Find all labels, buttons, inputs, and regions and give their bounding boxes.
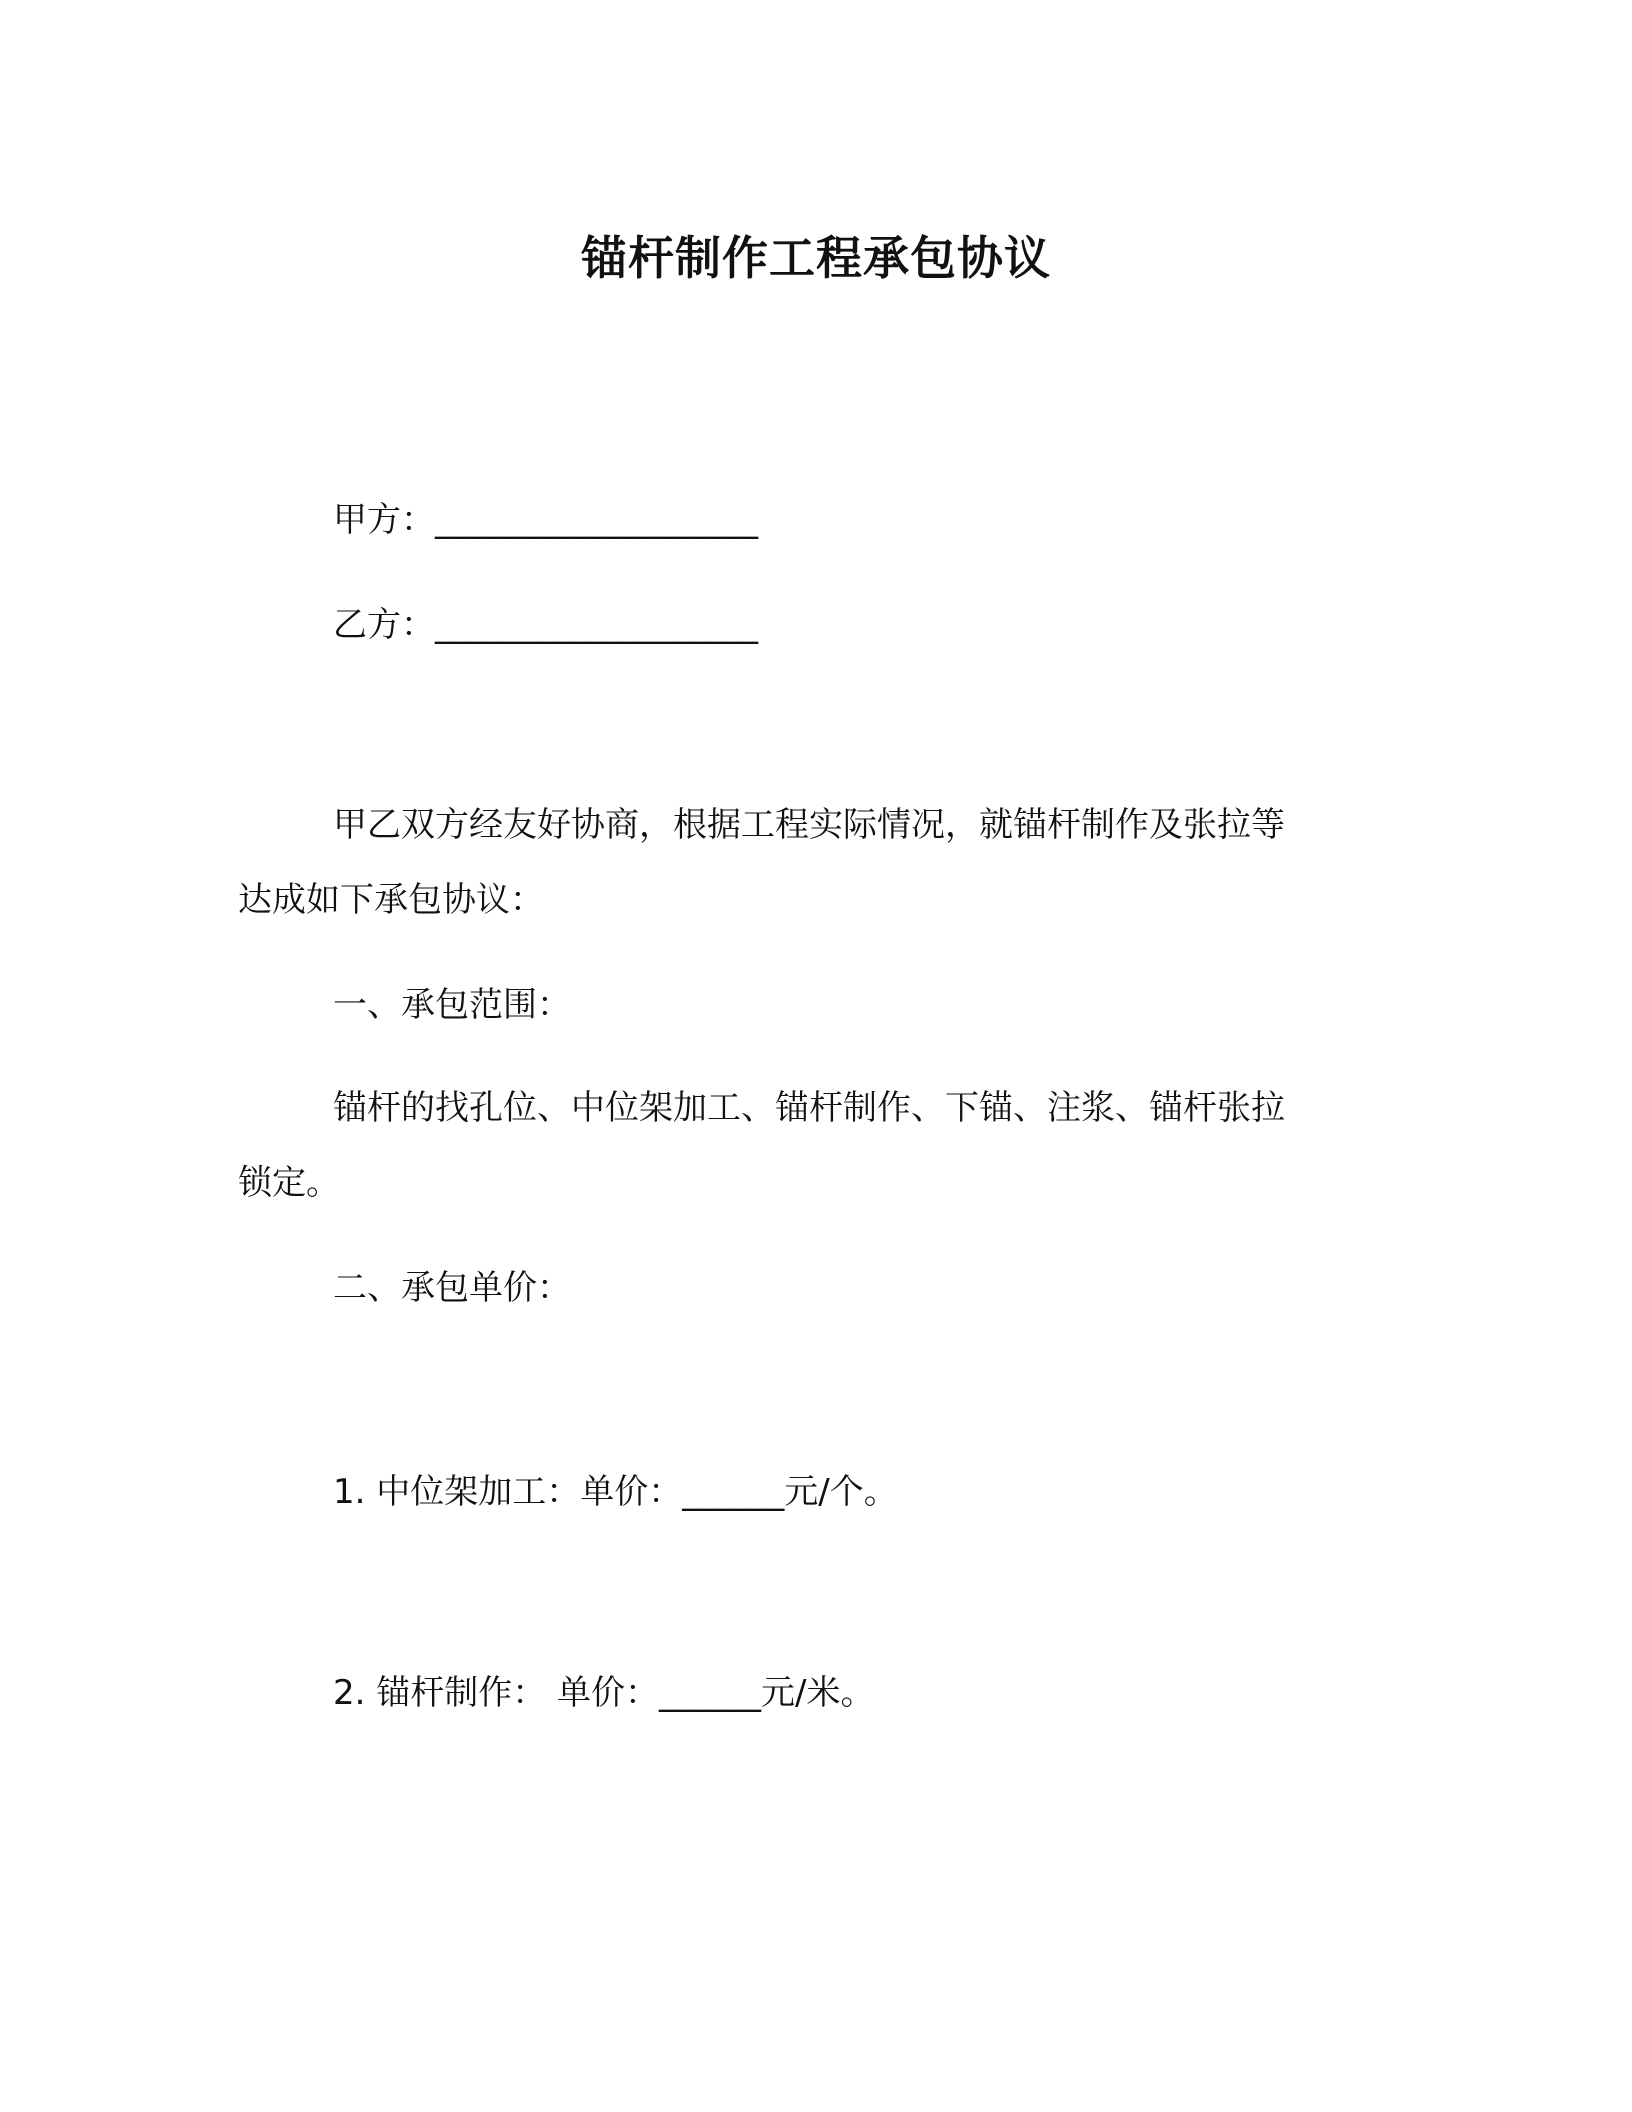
price-item-2: 2. 锚杆制作： 单价：______元/米。: [333, 1673, 875, 1713]
section-2-heading: 二、承包单价：: [333, 1268, 571, 1308]
document-title: 锚杆制作工程承包协议: [581, 231, 1051, 285]
intro-paragraph-line-1: 甲乙双方经友好协商，根据工程实际情况，就锚杆制作及张拉等: [333, 805, 1285, 845]
section-1-heading: 一、承包范围：: [333, 985, 571, 1025]
party-b-line: 乙方：___________________: [333, 605, 758, 645]
party-a-line: 甲方：___________________: [333, 500, 758, 540]
scope-paragraph-line-1: 锚杆的找孔位、中位架加工、锚杆制作、下锚、注浆、锚杆张拉: [333, 1088, 1285, 1128]
intro-paragraph-line-2: 达成如下承包协议：: [238, 880, 544, 920]
scope-paragraph-line-2: 锁定。: [238, 1163, 340, 1203]
price-item-1: 1. 中位架加工：单价：______元/个。: [333, 1472, 898, 1512]
